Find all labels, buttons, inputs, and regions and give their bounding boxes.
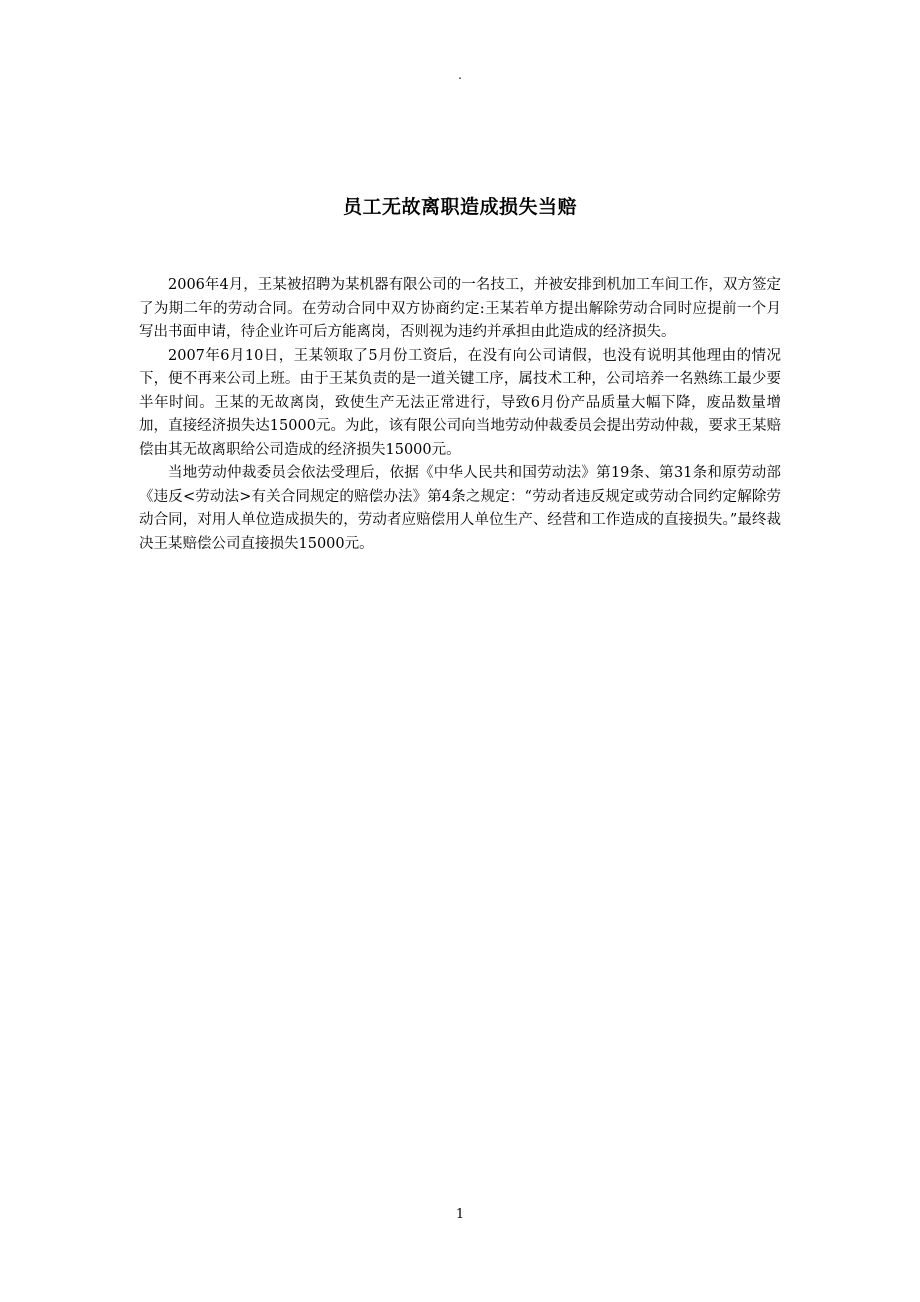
paragraph-3: 当地劳动仲裁委员会依法受理后，依据《中华人民共和国劳动法》第19条、第31条和原劳动部《违反<劳动法>有关合同规定的赔偿办法》第4条之规定：“劳动者违反规定或劳动合同约定解除劳动合同，对用人单位造成损失的，劳动者应赔偿用人单位生产、经营和工作造成的直接损失。”最终裁决王某赔偿公司直接损失15000元。	[139, 465, 781, 552]
document-title: 员工无故离职造成损失当赔	[342, 196, 577, 218]
paragraph-1: 2006年4月，王某被招聘为某机器有限公司的一名技工，并被安排到机加工车间工作，双方签定了为期二年的劳动合同。在劳动合同中双方协商约定:王某若单方提出解除劳动合同时应提前一个月写出书面申请，待企业许可后方能离岗，否则视为违约并承担由此造成的经济损失。	[139, 277, 781, 340]
document-body	[139, 274, 781, 556]
header-mark: .	[458, 68, 462, 82]
page-number: 1	[455, 1207, 465, 1222]
paragraph-2: 2007年6月10日，王某领取了5月份工资后，在没有向公司请假，也没有说明其他理由的情况下，便不再来公司上班。由于王某负责的是一道关键工序，属技术工种，公司培养一名熟练工最少要半年时间。王某的无故离岗，致使生产无法正常进行，导致6月份产品质量大幅下降，废品数量增加，直接经济损失达15000元。为此，该有限公司向当地劳动仲裁委员会提出劳动仲裁，要求王某赔偿由其无故离职给公司造成的经济损失15000元。	[139, 347, 781, 458]
